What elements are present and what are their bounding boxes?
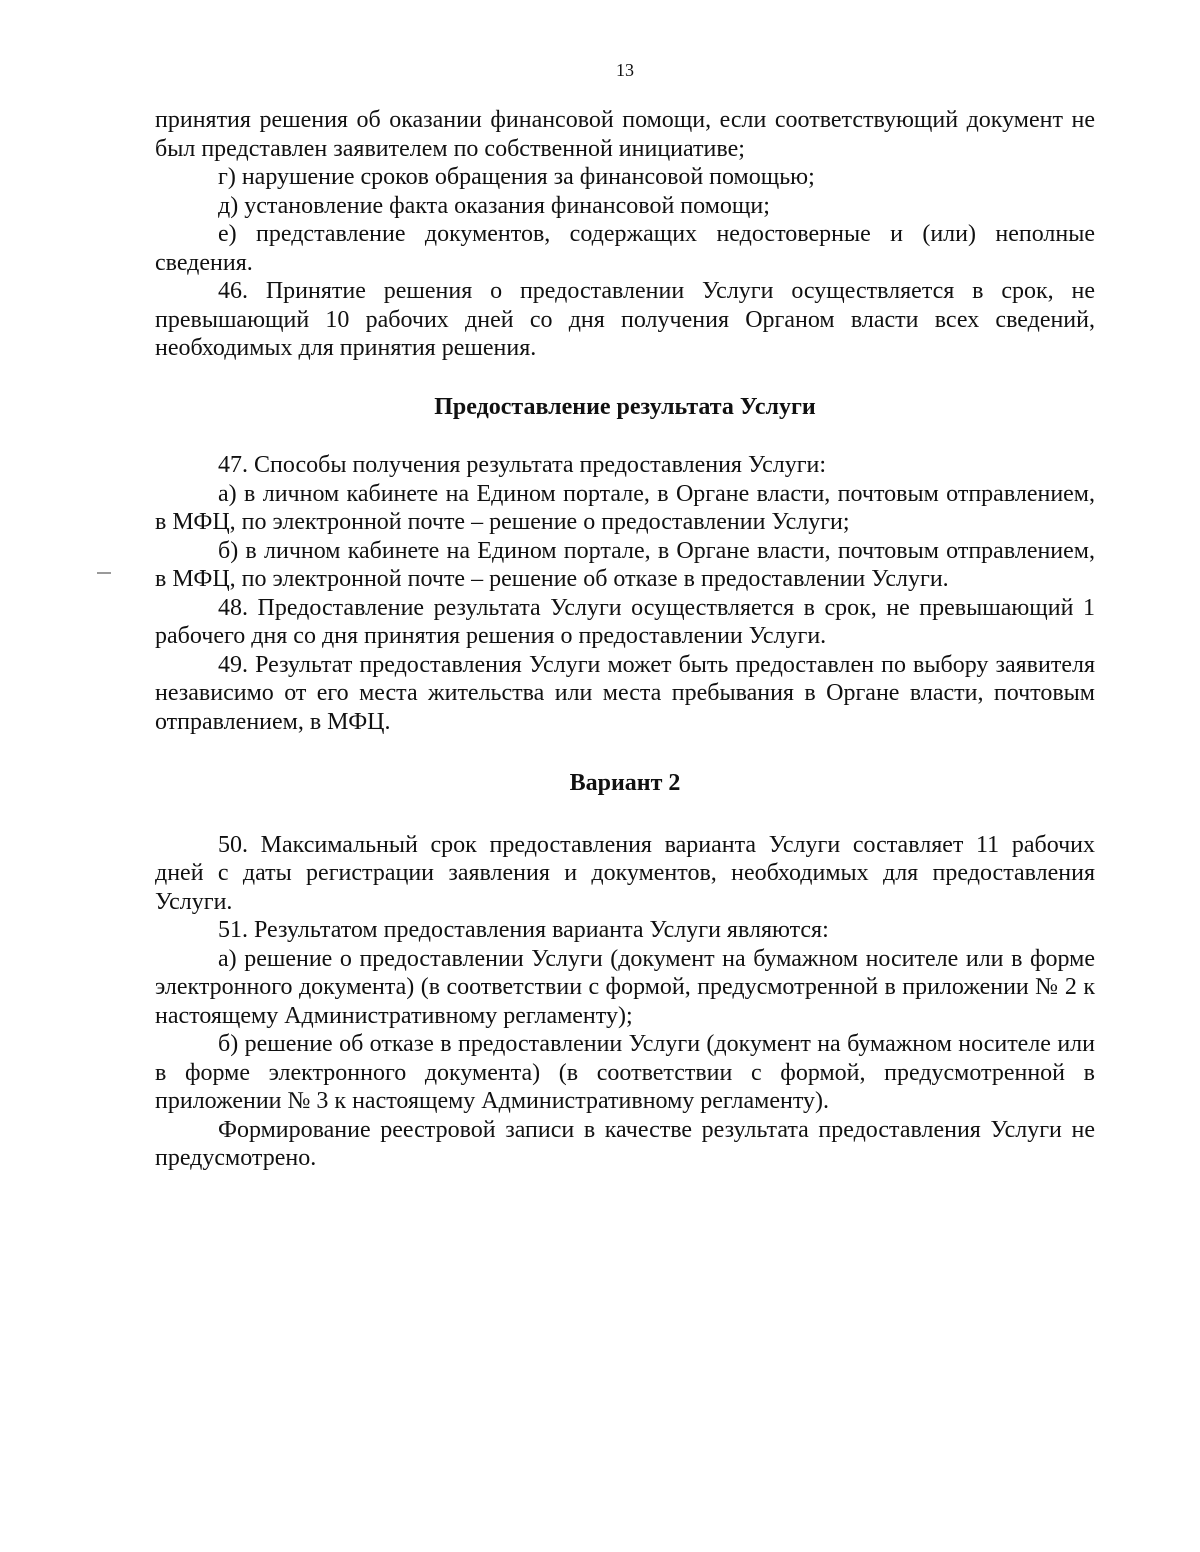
paragraph-50: 50. Максимальный срок предоставления варианта Услуги составляет 11 рабочих дней с даты регистрации заявления и документов, необходимых для предоставления Услуги.: [155, 831, 1095, 915]
paragraph-51: 51. Результатом предоставления варианта Услуги являются:: [218, 917, 829, 943]
paragraph-item-e: е) представление документов, содержащих недостоверные и (или) неполные сведения.: [155, 221, 1095, 276]
paragraph-46: 46. Принятие решения о предоставлении Услуги осуществляется в срок, не превышающий 10 рабочих дней со дня получения Органом власти всех сведений, необходимых для принятия решения.: [155, 278, 1095, 361]
paragraph-47: 47. Способы получения результата предоставления Услуги:: [218, 452, 827, 478]
paragraph-47a: а) в личном кабинете на Едином портале, в Органе власти, почтовым отправлением, в МФЦ, по электронной почте – решение о предоставлении Услуги;: [155, 480, 1095, 535]
section-heading-variant-2: Вариант 2: [569, 770, 681, 796]
paragraph-item-g: г) нарушение сроков обращения за финансовой помощью;: [218, 164, 815, 190]
paragraph-51b: б) решение об отказе в предоставлении Услуги (документ на бумажном носителе или в форме электронного документа) (в соответствии с формой, предусмотренной в приложении № 3 к настоящему Административному регламенту).: [155, 1031, 1095, 1114]
page-number: 13: [616, 60, 634, 80]
paragraph-continuation: принятия решения об оказании финансовой помощи, если соответствующий документ не был представлен заявителем по собственной инициативе;: [155, 107, 1095, 162]
page-content: [155, 106, 1095, 1173]
margin-mark: [97, 572, 111, 574]
paragraph-registry: Формирование реестровой записи в качестве результата предоставления Услуги не предусмотрено.: [155, 1116, 1095, 1171]
paragraph-item-d: д) установление факта оказания финансовой помощи;: [218, 192, 770, 219]
paragraph-47b: б) в личном кабинете на Едином портале, в Органе власти, почтовым отправлением, в МФЦ, по электронной почте – решение об отказе в предоставлении Услуги.: [155, 537, 1095, 592]
paragraph-49: 49. Результат предоставления Услуги может быть предоставлен по выбору заявителя независимо от его места жительства или места пребывания в Органе власти, почтовым отправлением, в МФЦ.: [155, 651, 1095, 735]
paragraph-48: 48. Предоставление результата Услуги осуществляется в срок, не превышающий 1 рабочего дня со дня принятия решения о предоставлении Услуги.: [155, 594, 1095, 649]
paragraph-51a: а) решение о предоставлении Услуги (документ на бумажном носителе или в форме электронного документа) (в соответствии с формой, предусмотренной в приложении № 2 к настоящему Административному регламенту);: [155, 945, 1095, 1029]
section-heading-result: Предоставление результата Услуги: [434, 393, 816, 420]
